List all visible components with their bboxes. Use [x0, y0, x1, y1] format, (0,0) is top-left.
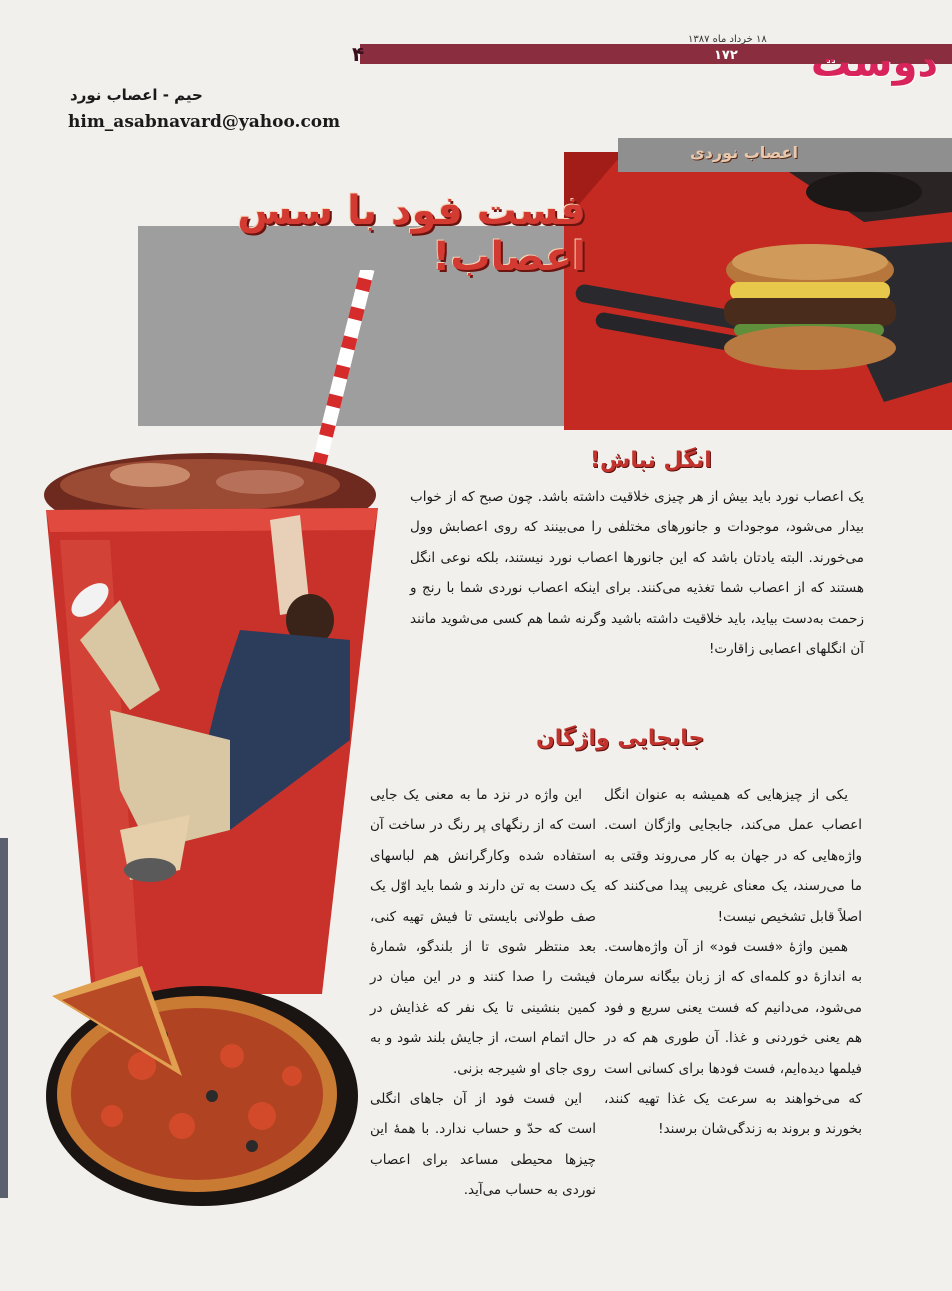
- burger-photo: [564, 152, 952, 430]
- right-column-paragraph-1: یکی از چیزهایی که همیشه به عنوان انگل اعصاب عمل می‌کند، جابجایی واژگان است. واژه‌هایی که در جهان به کار می‌روند وقتی به ما می‌رسند، یک معنای غریبی پیدا می‌کنند که اصلاً قابل تشخیص نیست!: [604, 787, 862, 925]
- pizza-illustration: [22, 956, 358, 1212]
- magazine-logo: دوست: [810, 40, 938, 86]
- page-number-left: ۴: [352, 42, 365, 66]
- issue-date: ۱۸ خرداد ماه ۱۳۸۷: [688, 34, 767, 45]
- left-column-paragraph-2: این فست فود از آن جاهای انگلی است که حدّ و حساب ندارد. با همهٔ این چیزها محیطی مساعد برای اعصاب نوردی به حساب می‌آید.: [370, 1091, 596, 1199]
- page-edge-strip: [0, 838, 8, 1198]
- soda-cup-climber-illustration: [0, 270, 390, 1010]
- section1-heading: انگل نباش!: [590, 448, 712, 473]
- author-name: حیم - اعصاب نورد: [70, 86, 203, 104]
- author-email[interactable]: him_asabnavard@yahoo.com: [68, 112, 341, 132]
- section1-paragraph: یک اعصاب نورد باید بیش از هر چیزی خلاقیت داشته باشد. چون صبح که از خواب بیدار می‌شود، موجودات و جانورهای مختلفی را می‌بینند که روی اعصابش وول می‌خورند. البته یادتان باشد که این جانورها اعصاب نورد نیستند، بلکه نوعی انگل هستند که از اعصاب شما تغذیه می‌کنند. برای اینکه اعصاب نوردی شما با رنج و زحمت به‌دست بیاید، باید خلاقیت داشته باشید وگرنه شما هم کسی می‌شوید مانند آن انگلهای اعصابی زاقارت!: [410, 489, 864, 658]
- article-title: فست فود با سس اعصاب!: [237, 188, 586, 280]
- category-label: اعصاب نوردی: [690, 143, 798, 162]
- left-column: [370, 780, 596, 1206]
- right-column: [604, 780, 862, 1145]
- page-number-right: ۱۷۲: [714, 48, 738, 63]
- right-column-paragraph-2: همین واژهٔ «فست فود» از آن واژه‌هاست. به اندازهٔ دو کلمه‌ای که از زبان بیگانه سرمان می‌شود، می‌دانیم که فست یعنی سریع و فود هم یعنی خوردنی و غذا. آن طوری هم که در فیلمها دیده‌ایم، فست فودها برای کسانی است که می‌خواهند به سرعت یک غذا تهیه کنند، بخورند و بروند به زندگی‌شان برسند!: [604, 939, 862, 1138]
- section2-heading: جابجایی واژگان: [536, 726, 705, 751]
- left-column-paragraph-1: این واژه در نزد ما به معنی یک جایی است که از رنگهای پر رنگ در ساخت آن استفاده شده وکارگرانش هم لباسهای یک دست به تن دارند و شما باید اوّل یک صف طولانی بایستی تا فیش تهیه کنی، بعد منتظر شوی تا از بلندگو، شمارهٔ فیشت را صدا کنند و در این میان در کمین بنشینی تا یک نفر که غذایش در حال اتمام است، از جایش بلند شود و به روی جای او شیرجه بزنی.: [370, 787, 596, 1077]
